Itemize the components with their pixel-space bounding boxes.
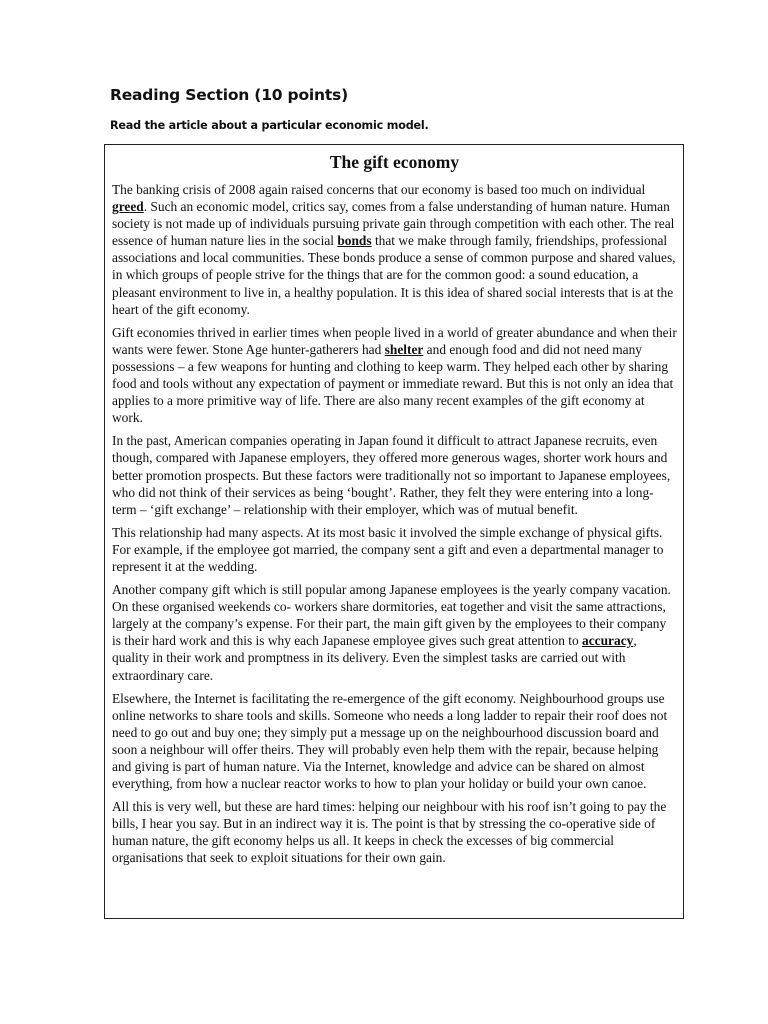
vocabulary-word: bonds — [337, 233, 372, 249]
vocabulary-word: accuracy — [582, 633, 634, 649]
paragraph-text: All this is very well, but these are hard times: helping our neighbour with his roof isn’t going to pay the bills, I hear you say. But in an indirect way it is. The point is that by stressing the co-operative side of human nature, the gift economy helps us all. It keeps in check the excesses of big commercial organisations that seek to exploit situations for their own gain. — [112, 799, 667, 866]
article-paragraph — [112, 798, 677, 866]
paragraph-text: Elsewhere, the Internet is facilitating the re-emergence of the gift economy. Neighbourhood groups use online networks to share tools and skills. Someone who needs a long ladder to repair their roof does not need to go out and buy one; they simply put a message up on the neighbourhood discussion board and soon a neighbour will offer theirs. They will probably even help them with the repair, because helping and giving is part of human nature. Via the Internet, knowledge and advice can be shared on almost everything, from how a nuclear reactor works to how to plan your holiday or build your own canoe. — [112, 690, 668, 792]
article-title: The gift economy — [329, 152, 460, 172]
section-title: Reading Section (10 points) — [110, 86, 348, 104]
paragraph-text: In the past, American companies operating in Japan found it difficult to attract Japanese recruits, even though, compared with Japanese employers, they offered more generous wages, shorter work hours and better promotion prospects. But these factors were traditionally not so important to Japanese employees, who did not think of their services as being ‘bought’. Rather, they felt they were entering into a long-term – ‘gift exchange’ – relationship with their employer, which was of mutual benefit. — [112, 433, 671, 517]
article-paragraph — [112, 432, 677, 517]
paragraph-text: This relationship had many aspects. At its most basic it involved the simple exchange of physical gifts. For example, if the employee got married, the company sent a gift and even a departmental manager to represent it at the wedding. — [112, 524, 664, 574]
article-paragraph — [112, 181, 677, 318]
paragraph-text: Another company gift which is still popular among Japanese employees is the yearly company vacation. On these organised weekends co- workers share dormitories, eat together and visit the same attractions, largely at the company’s expense. For their part, the main gift given by the employees to their company is their hard work and this is why each Japanese employee gives such great attention to — [112, 582, 671, 649]
article-paragraph — [112, 524, 677, 575]
paragraph-text: Gift economies thrived in earlier times when people lived in a world of greater abundance and when their wants were fewer. Stone Age hunter-gatherers had — [112, 324, 677, 357]
article-paragraph — [112, 581, 677, 684]
paragraph-text: and enough food and did not need many possessions – a few weapons for hunting and clothing to keep warm. They helped each other by sharing food and tools without any expectation of payment or immediate reward. But this is not only an idea that applies to a more primitive way of life. There are also many recent examples of the gift economy at work. — [112, 341, 674, 426]
article-paragraph — [112, 324, 677, 427]
vocabulary-word: greed — [112, 199, 144, 215]
paragraph-text: . Such an economic model, critics say, comes from a false understanding of human nature. Human society is not made up of individuals pursuing private gain through competition with each other. The real essence of human nature lies in the social — [112, 199, 675, 249]
paragraph-text: that we make through family, friendships, professional associations and local communities. These bonds produce a sense of common purpose and shared values, in which groups of people strive for the things that are for the common good: a sound education, a pleasant environment to live in, a healthy population. It is this idea of shared social interests that is at the heart of the gift economy. — [112, 233, 676, 317]
article-body — [112, 181, 677, 867]
paragraph-text: The banking crisis of 2008 again raised concerns that our economy is based too much on individual — [112, 182, 646, 197]
article-paragraph — [112, 690, 677, 793]
instruction-text: Read the article about a particular economic model. — [110, 119, 429, 132]
paragraph-text: , quality in their work and promptness in its delivery. Even the simplest tasks are carried out with extraordinary care. — [112, 633, 637, 683]
article-box — [104, 144, 684, 919]
vocabulary-word: shelter — [384, 341, 424, 357]
